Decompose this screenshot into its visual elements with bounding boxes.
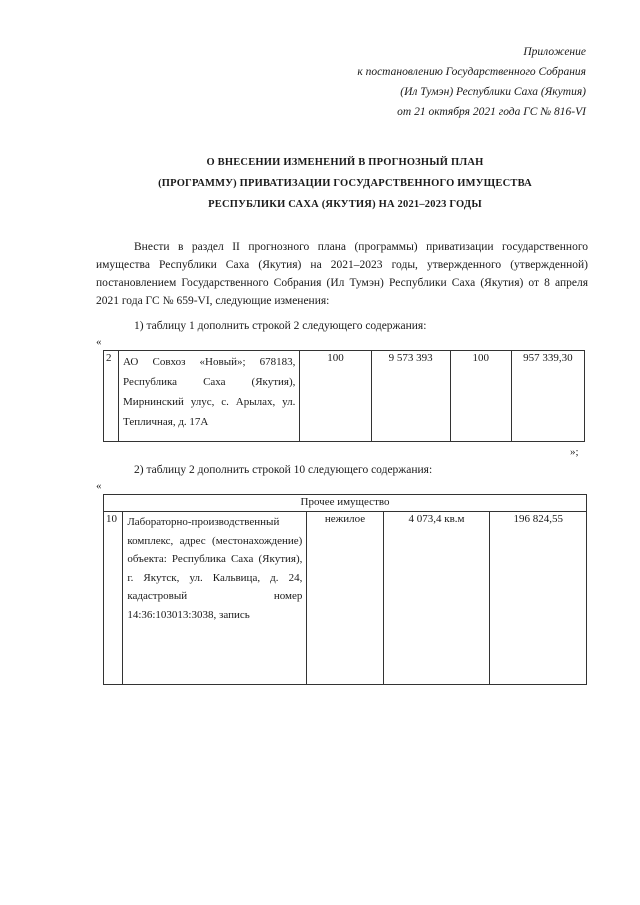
quote-close-1: »; [570,446,579,458]
appendix-header [357,42,586,122]
object-area: 4 073,4 кв.м [383,512,490,685]
quote-open-2: « [96,480,102,492]
intro-paragraph [96,238,588,310]
item-2: 2) таблицу 2 дополнить строкой 10 следующего содержания: [134,464,433,476]
section-heading: Прочее имущество [104,495,587,512]
appendix-line-1: Приложение [523,46,586,58]
intro-text: Внести в раздел II прогнозного плана (программы) приватизации государственного имущества Республики Саха (Якутия) на 2021–2023 годы, утвержденного (утвержденной) постановлением Государственного Собрания (Ил Тумэн) Республики Саха (Якутия) от 8 апреля 2021 года ГС № 659-VI, следующие изменения: [96,241,588,307]
title-line-2: (ПРОГРАММУ) ПРИВАТИЗАЦИИ ГОСУДАРСТВЕННОГО ИМУЩЕСТВА [158,178,532,189]
privatized-percent: 100 [450,351,511,442]
object-value: 196 824,55 [490,512,587,685]
table-1-row [103,350,585,442]
title-line-1: О ВНЕСЕНИИ ИЗМЕНЕНИЙ В ПРОГНОЗНЫЙ ПЛАН [206,157,484,168]
share-percent: 100 [300,351,371,442]
document-title [80,152,610,215]
appendix-line-3: (Ил Тумэн) Республики Саха (Якутия) [400,86,586,98]
object-description: Лабораторно-производственный комплекс, адрес (местонахождение) объекта: Республика Саха (Якутия), г. Якутск, ул. Кальвица, д. 24, кадастровый номер 14:36:103013:3038, запись [123,512,307,685]
shares-count: 9 573 393 [371,351,450,442]
table-row [104,351,585,442]
company-name: АО Совхоз «Новый»; 678183, Республика Саха (Якутия), Мирнинский улус, с. Арылах, ул. Тепличная, д. 17А [119,351,300,442]
table-row [104,512,587,685]
row-number: 10 [104,512,123,685]
object-type: нежилое [307,512,383,685]
table-section-row [104,495,587,512]
item-1: 1) таблицу 1 дополнить строкой 2 следующего содержания: [134,320,427,332]
row-number: 2 [104,351,119,442]
nominal-value: 957 339,30 [511,351,584,442]
quote-open-1: « [96,336,102,348]
table-2-row [103,494,587,685]
title-line-3: РЕСПУБЛИКИ САХА (ЯКУТИЯ) НА 2021–2023 ГОДЫ [208,199,482,210]
appendix-line-2: к постановлению Государственного Собрания [357,66,586,78]
appendix-line-4: от 21 октября 2021 года ГС № 816-VI [397,106,586,118]
